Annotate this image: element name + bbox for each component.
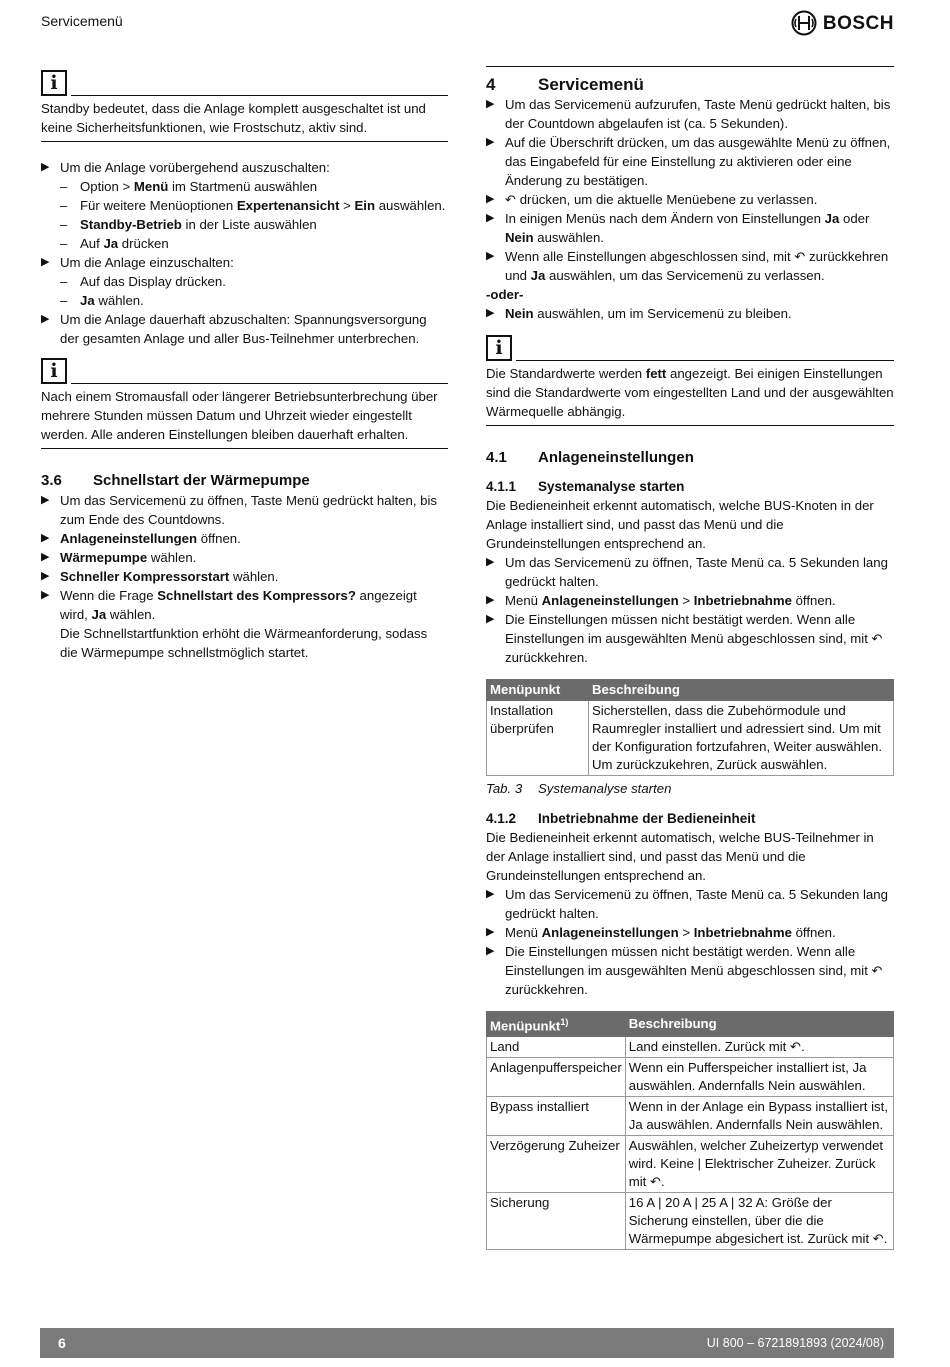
list-item: ▶ Um die Anlage vorübergehend auszuschalten: bbox=[41, 160, 330, 175]
bosch-logo-icon bbox=[791, 10, 817, 36]
back-arrow-icon: ↶ bbox=[794, 249, 806, 264]
section-heading-3-6: 3.6 Schnellstart der Wärmepumpe bbox=[41, 472, 310, 489]
list-item: ▶ Wenn die Frage Schnellstart des Kompressors? angezeigt wird, Ja wählen. Die Schnellstartfunktion erhöht die Wärmeanforderung, sodass die Wärmepumpe schnellstmöglich startet. bbox=[41, 588, 428, 660]
list-item: ▶ Auf die Überschrift drücken, um das ausgewählte Menü zu öffnen, das Eingabefeld für eine Einstellung zu aktivieren oder eine Änderung zu bestätigen. bbox=[486, 135, 891, 188]
brand-name: BOSCH bbox=[822, 12, 894, 34]
list-item: – Auf Ja drücken bbox=[60, 236, 169, 251]
page-footer bbox=[40, 1328, 894, 1358]
list-item: ▶ Menü Anlageneinstellungen > Inbetriebnahme öffnen. bbox=[486, 925, 836, 940]
info-box-header bbox=[41, 354, 448, 384]
back-arrow-icon: ↶ bbox=[649, 1174, 662, 1190]
list-item: ▶ Um das Servicemenü zu öffnen, Taste Menü ca. 5 Sekunden lang gedrückt halten. bbox=[486, 887, 888, 921]
list-item: – Ja wählen. bbox=[60, 293, 144, 308]
triangle-bullet-icon: ▶ bbox=[41, 256, 50, 268]
table-inbetriebnahme: Menüpunkt$^{1)}$ Beschreibung Land Land einstellen. Zurück mit ↶. Anlagenpufferspeicher Wenn ein Pufferspeicher installiert ist, Ja auswählen. Andernfalls Nein auswählen. Bypass installiert Wenn in der Anlage ein Bypass installiert ist, Ja auswählen. Andernfalls Nein auswählen. Verzögerung Zuheizer Auswählen, welcher Zuheizertyp verwendet wird. Keine | Elektrischer Zuheizer. Zurück mit ↶. Sicherung 16 A | 20 A | 25 A | 32 A: Größe der Sicherung einstellen, über die die Wärmepumpe abgesichert ist. Zurück mit ↶. bbox=[486, 1011, 894, 1250]
triangle-bullet-icon: ▶ bbox=[486, 193, 495, 205]
triangle-bullet-icon: ▶ bbox=[41, 532, 50, 544]
info-text-power-failure: Nach einem Stromausfall oder längerer Betriebsunterbrechung über mehrere Stunden müssen Datum und Uhrzeit wieder eingestellt werden. Alle anderen Einstellungen bleiben dauerhaft erhalten. bbox=[41, 387, 448, 449]
paragraph-4-1-2: Die Bedieneinheit erkennt automatisch, welche BUS-Teilnehmer in der Anlage installiert sind, und passt das Menü und die Grundeinstellungen entsprechend an. bbox=[486, 830, 874, 883]
info-text-defaults: Die Standardwerte werden fett angezeigt. Bei einigen Einstellungen sind die Standardwerte vom eingestellten Land und der ausgewählten Wärmequelle abhängig. bbox=[486, 364, 894, 426]
section-heading-4-1-1: 4.1.1 Systemanalyse starten bbox=[486, 479, 685, 494]
triangle-bullet-icon: ▶ bbox=[486, 136, 495, 148]
back-arrow-icon: ↶ bbox=[505, 192, 517, 207]
section-heading-4-1: 4.1 Anlageneinstellungen bbox=[486, 449, 694, 466]
left-column bbox=[41, 66, 448, 662]
triangle-bullet-icon: ▶ bbox=[486, 926, 495, 938]
or-separator: -oder- bbox=[486, 287, 524, 302]
document-id: UI 800 – 6721891893 (2024/08) bbox=[706, 1335, 884, 1350]
list-item: ▶ Die Einstellungen müssen nicht bestätigt werden. Wenn alle Einstellungen im ausgewählten Menü abgeschlossen sind, mit ↶ zurückkehren. bbox=[486, 612, 883, 665]
section-heading-4: 4 Servicemenü bbox=[486, 75, 644, 94]
triangle-bullet-icon: ▶ bbox=[486, 594, 495, 606]
triangle-bullet-icon: ▶ bbox=[486, 307, 495, 319]
page-header-title: Servicemenü bbox=[41, 13, 123, 29]
list-item: ▶ Um die Anlage dauerhaft abzuschalten: Spannungsversorgung der gesamten Anlage und aller Bus-Teilnehmer unterbrechen. bbox=[41, 312, 427, 346]
triangle-bullet-icon: ▶ bbox=[41, 161, 50, 173]
triangle-bullet-icon: ▶ bbox=[41, 313, 50, 325]
list-item: ▶ Schneller Kompressorstart wählen. bbox=[41, 569, 279, 584]
back-arrow-icon: ↶ bbox=[790, 1039, 802, 1055]
paragraph-4-1-1: Die Bedieneinheit erkennt automatisch, welche BUS-Knoten in der Anlage installiert sind, und passt das Menü und die Grundeinstellungen entsprechend an. bbox=[486, 498, 874, 551]
info-box-header bbox=[41, 66, 448, 96]
info-text-standby: Standby bedeutet, dass die Anlage komplett ausgeschaltet ist und keine Sicherheitsfunktionen, wie Frostschutz, aktiv sind. bbox=[41, 99, 448, 142]
list-item: – Für weitere Menüoptionen Expertenansicht > Ein auswählen. bbox=[60, 198, 446, 213]
list-item: – Standby-Betrieb in der Liste auswählen bbox=[60, 217, 317, 232]
back-arrow-icon: ↶ bbox=[871, 963, 883, 978]
triangle-bullet-icon: ▶ bbox=[486, 613, 495, 625]
triangle-bullet-icon: ▶ bbox=[486, 556, 495, 568]
info-icon: i bbox=[486, 335, 512, 361]
list-item: ▶ In einigen Menüs nach dem Ändern von Einstellungen Ja oder Nein auswählen. bbox=[486, 211, 870, 245]
table-row: Sicherung 16 A | 20 A | 25 A | 32 A: Größe der Sicherung einstellen, über die die Wärmepumpe abgesichert ist. Zurück mit ↶. bbox=[487, 1193, 894, 1250]
section-heading-4-1-2: 4.1.2 Inbetriebnahme der Bedieneinheit bbox=[486, 811, 756, 826]
table-row: Installation überprüfen Sicherstellen, dass die Zubehörmodule und Raumregler installiert und adressiert sind. Um mit der Konfiguration fortzufahren, Weiter auswählen. Um zurückzukehren, Zurück auswählen. bbox=[487, 701, 894, 776]
back-arrow-icon: ↶ bbox=[871, 631, 883, 646]
back-arrow-icon: ↶ bbox=[872, 1231, 884, 1247]
list-item: – Auf das Display drücken. bbox=[60, 274, 226, 289]
triangle-bullet-icon: ▶ bbox=[41, 551, 50, 563]
list-item: – Option > Menü im Startmenü auswählen bbox=[60, 179, 318, 194]
triangle-bullet-icon: ▶ bbox=[41, 589, 50, 601]
bosch-logo bbox=[791, 10, 894, 36]
list-item: ▶ ↶ drücken, um die aktuelle Menüebene zu verlassen. bbox=[486, 192, 818, 207]
info-icon: i bbox=[41, 70, 67, 96]
list-item: ▶ Um das Servicemenü zu öffnen, Taste Menü gedrückt halten, bis zum Ende des Countdowns. bbox=[41, 493, 438, 527]
right-column bbox=[486, 66, 894, 1250]
table-systemanalyse: Menüpunkt Beschreibung Installation überprüfen Sicherstellen, dass die Zubehörmodule und Raumregler installiert und adressiert sind. Um mit der Konfiguration fortzufahren, Weiter auswählen. Um zurückzukehren, Zurück auswählen. bbox=[486, 679, 894, 776]
list-item: ▶ Um das Servicemenü aufzurufen, Taste Menü gedrückt halten, bis der Countdown abgelaufen ist (ca. 5 Sekunden). bbox=[486, 97, 891, 131]
triangle-bullet-icon: ▶ bbox=[486, 98, 495, 110]
triangle-bullet-icon: ▶ bbox=[41, 570, 50, 582]
list-item: ▶ Nein auswählen, um im Servicemenü zu bleiben. bbox=[486, 306, 792, 321]
page-number: 6 bbox=[58, 1334, 66, 1351]
list-item: ▶ Wenn alle Einstellungen abgeschlossen sind, mit ↶ zurückkehren und Ja auswählen, um das Servicemenü zu verlassen. bbox=[486, 249, 889, 283]
triangle-bullet-icon: ▶ bbox=[486, 888, 495, 900]
table-row: Verzögerung Zuheizer Auswählen, welcher Zuheizertyp verwendet wird. Keine | Elektrischer Zuheizer. Zurück mit ↶. bbox=[487, 1136, 894, 1193]
list-item: ▶ Die Einstellungen müssen nicht bestätigt werden. Wenn alle Einstellungen im ausgewählten Menü abgeschlossen sind, mit ↶ zurückkehren. bbox=[486, 944, 883, 997]
list-item: ▶ Anlageneinstellungen öffnen. bbox=[41, 531, 241, 546]
triangle-bullet-icon: ▶ bbox=[486, 212, 495, 224]
table-row: Land Land einstellen. Zurück mit ↶. bbox=[487, 1037, 894, 1058]
list-item: ▶ Wärmepumpe wählen. bbox=[41, 550, 197, 565]
info-icon: i bbox=[41, 358, 67, 384]
table-caption: Tab. 3 Systemanalyse starten bbox=[486, 781, 672, 796]
list-item: ▶ Um das Servicemenü zu öffnen, Taste Menü ca. 5 Sekunden lang gedrückt halten. bbox=[486, 555, 888, 589]
triangle-bullet-icon: ▶ bbox=[486, 250, 495, 262]
table-row: Bypass installiert Wenn in der Anlage ein Bypass installiert ist, Ja auswählen. Andernfalls Nein auswählen. bbox=[487, 1097, 894, 1136]
list-item: ▶ Menü Anlageneinstellungen > Inbetriebnahme öffnen. bbox=[486, 593, 836, 608]
list-item: ▶ Um die Anlage einzuschalten: bbox=[41, 255, 234, 270]
table-row: Anlagenpufferspeicher Wenn ein Pufferspeicher installiert ist, Ja auswählen. Andernfalls Nein auswählen. bbox=[487, 1058, 894, 1097]
info-box-header bbox=[486, 331, 894, 361]
triangle-bullet-icon: ▶ bbox=[41, 494, 50, 506]
triangle-bullet-icon: ▶ bbox=[486, 945, 495, 957]
